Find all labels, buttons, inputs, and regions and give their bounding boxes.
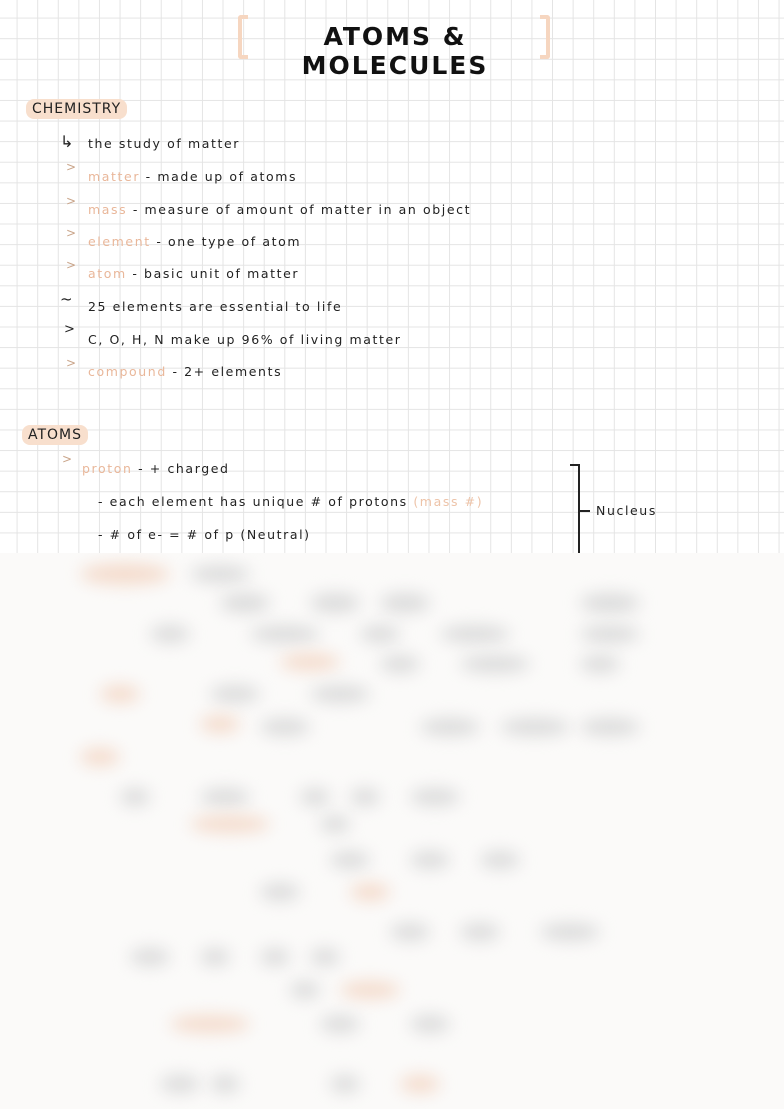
title-right-bracket bbox=[540, 15, 550, 59]
blurred-blob bbox=[260, 718, 310, 736]
blurred-blob bbox=[360, 625, 400, 643]
fact-living-matter: C, O, H, N make up 96% of living matter bbox=[88, 332, 402, 347]
blurred-blob bbox=[460, 923, 500, 941]
blurred-blob bbox=[460, 655, 530, 673]
term-proton: proton bbox=[82, 461, 133, 476]
chevron-marker: > bbox=[66, 356, 77, 370]
nucleus-brace bbox=[570, 464, 580, 554]
blurred-blob bbox=[420, 718, 480, 736]
blurred-content-area bbox=[0, 553, 784, 1109]
term-matter: matter bbox=[88, 169, 141, 184]
mass-number-note: (mass #) bbox=[413, 494, 484, 509]
blurred-blob bbox=[120, 788, 150, 806]
blurred-blob bbox=[280, 653, 340, 671]
tilde-marker: ~ bbox=[60, 290, 73, 308]
blurred-blob bbox=[480, 851, 520, 869]
blurred-blob bbox=[260, 883, 300, 901]
blurred-blob bbox=[500, 718, 570, 736]
item-proton bbox=[82, 461, 230, 476]
electron-proton-balance: - # of e- = # of p (Neutral) bbox=[98, 527, 311, 542]
proton-unique-number bbox=[98, 494, 483, 509]
blurred-blob bbox=[300, 788, 330, 806]
blurred-blob bbox=[410, 788, 460, 806]
page-title: ATOMS & MOLECULES bbox=[301, 22, 489, 80]
blurred-blob bbox=[320, 815, 350, 833]
chevron-marker: > bbox=[64, 322, 75, 337]
blurred-blob bbox=[310, 685, 370, 703]
blurred-blob bbox=[540, 923, 600, 941]
blurred-blob bbox=[380, 655, 420, 673]
blurred-blob bbox=[190, 815, 270, 833]
chevron-marker: > bbox=[66, 194, 77, 208]
blurred-blob bbox=[310, 948, 340, 966]
item-atom-text: - basic unit of matter bbox=[132, 266, 300, 281]
title-block bbox=[238, 12, 550, 80]
blurred-blob bbox=[580, 625, 640, 643]
nucleus-label: Nucleus bbox=[596, 503, 657, 518]
blurred-blob bbox=[210, 685, 260, 703]
item-matter bbox=[88, 169, 297, 184]
blurred-blob bbox=[80, 563, 170, 585]
item-matter-text: - made up of atoms bbox=[145, 169, 298, 184]
item-atom bbox=[88, 266, 299, 281]
blurred-blob bbox=[410, 851, 450, 869]
chemistry-definition: the study of matter bbox=[88, 136, 241, 151]
blurred-blob bbox=[100, 685, 140, 703]
blurred-blob bbox=[170, 1015, 250, 1033]
item-element-text: - one type of atom bbox=[156, 234, 302, 249]
chevron-marker: > bbox=[66, 258, 77, 272]
chevron-marker: > bbox=[66, 160, 77, 174]
item-proton-text: - + charged bbox=[138, 461, 230, 476]
blurred-blob bbox=[290, 981, 320, 999]
blurred-blob bbox=[260, 948, 290, 966]
blurred-blob bbox=[200, 788, 250, 806]
blurred-blob bbox=[250, 625, 320, 643]
term-element: element bbox=[88, 234, 151, 249]
blurred-blob bbox=[330, 1075, 360, 1093]
term-atom: atom bbox=[88, 266, 127, 281]
item-mass-text: - measure of amount of matter in an object bbox=[132, 202, 472, 217]
blurred-blob bbox=[150, 625, 190, 643]
blurred-blob bbox=[580, 593, 640, 613]
blurred-blob bbox=[190, 565, 250, 583]
blurred-blob bbox=[210, 1075, 240, 1093]
proton-unique-text: - each element has unique # of protons bbox=[98, 494, 408, 509]
blurred-blob bbox=[200, 715, 240, 733]
blurred-blob bbox=[410, 1015, 450, 1033]
blurred-blob bbox=[350, 788, 380, 806]
blurred-blob bbox=[350, 883, 390, 901]
blurred-blob bbox=[330, 851, 370, 869]
blurred-blob bbox=[160, 1075, 200, 1093]
blurred-blob bbox=[320, 1015, 360, 1033]
blurred-blob bbox=[580, 655, 620, 673]
term-mass: mass bbox=[88, 202, 128, 217]
section-heading-chemistry: CHEMISTRY bbox=[26, 99, 127, 119]
blurred-blob bbox=[440, 625, 510, 643]
blurred-blob bbox=[390, 923, 430, 941]
nucleus-brace-tick bbox=[580, 510, 590, 512]
blurred-blob bbox=[310, 593, 360, 613]
fact-essential-elements: 25 elements are essential to life bbox=[88, 299, 343, 314]
arrow-marker: ↳ bbox=[60, 132, 74, 151]
term-compound: compound bbox=[88, 364, 167, 379]
item-element bbox=[88, 234, 301, 249]
item-compound-text: - 2+ elements bbox=[172, 364, 283, 379]
title-left-bracket bbox=[238, 15, 248, 59]
blurred-blob bbox=[200, 948, 230, 966]
item-mass bbox=[88, 202, 471, 217]
blurred-blob bbox=[380, 593, 430, 613]
chevron-marker: > bbox=[66, 226, 77, 240]
blurred-blob bbox=[340, 981, 400, 999]
blurred-blob bbox=[130, 948, 170, 966]
blurred-blob bbox=[80, 748, 120, 766]
blurred-blob bbox=[400, 1075, 440, 1093]
section-heading-atoms: ATOMS bbox=[22, 425, 88, 445]
blurred-blob bbox=[220, 593, 270, 613]
chevron-marker: > bbox=[62, 452, 73, 466]
item-compound bbox=[88, 364, 282, 379]
blurred-blob bbox=[580, 718, 640, 736]
